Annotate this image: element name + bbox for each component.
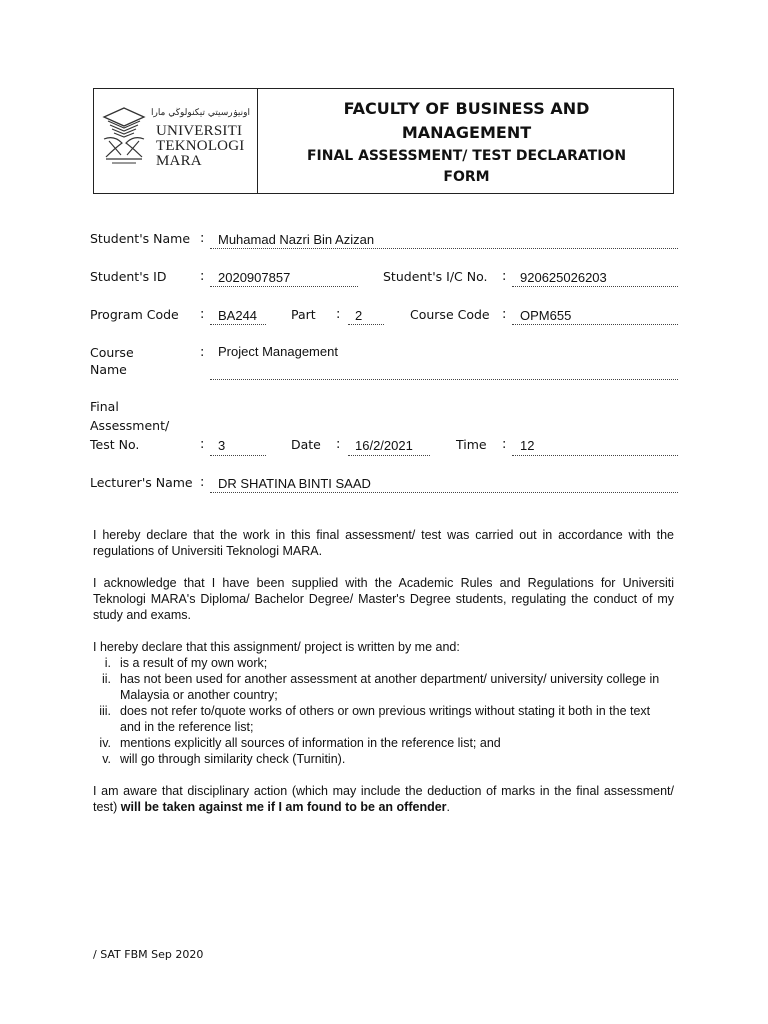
list-item: [93, 735, 674, 751]
colon: :: [502, 437, 507, 452]
university-logo: [100, 105, 252, 175]
colon: :: [502, 269, 507, 284]
list-item-number: iv.: [99, 736, 111, 750]
dotted-line: [512, 286, 678, 287]
logo-arabic-text: اونيۏرسيتي تيكنولوڬي مارا: [150, 108, 250, 118]
title-line-2: MANAGEMENT: [401, 123, 532, 142]
list-item-text: does not refer to/quote works of others or own previous writings without stating it both in the text and in the reference list;: [120, 704, 651, 734]
course-name-value[interactable]: Project Management: [218, 344, 338, 359]
assessment-no-value[interactable]: 3: [218, 438, 226, 453]
student-id-label: Student's ID: [90, 269, 167, 284]
dotted-line: [210, 248, 678, 249]
dotted-line: [210, 324, 266, 325]
declaration-paragraph-1: I hereby declare that the work in this final assessment/ test was carried out in accordance with the regulations of Universiti Teknologi MARA.: [93, 528, 674, 558]
dotted-line: [210, 379, 678, 380]
list-item-text: will go through similarity check (Turnitin).: [120, 752, 346, 766]
student-name-value[interactable]: Muhamad Nazri Bin Azizan: [218, 232, 375, 247]
assessment-label-line-1: Final: [90, 399, 119, 414]
assessment-label-line-2: Assessment/: [90, 418, 170, 433]
colon: :: [336, 307, 341, 322]
declaration-paragraph-3: I hereby declare that this assignment/ project is written by me and:: [93, 640, 460, 654]
dotted-line: [512, 455, 678, 456]
student-name-label: Student's Name: [90, 231, 191, 246]
colon: :: [336, 437, 341, 452]
list-item: [93, 751, 674, 767]
logo-line-teknologi: TEKNOLOGI: [156, 138, 245, 154]
lecturer-name-value[interactable]: DR SHATINA BINTI SAAD: [218, 476, 371, 491]
ic-no-value[interactable]: 920625026203: [520, 270, 607, 285]
list-item: [93, 703, 674, 735]
assessment-label-line-3: Test No.: [90, 437, 140, 452]
student-id-value[interactable]: 2020907857: [218, 270, 291, 285]
course-code-label: Course Code: [410, 307, 490, 322]
time-value[interactable]: 12: [520, 438, 535, 453]
subtitle-line-2: FORM: [443, 169, 490, 185]
colon: :: [502, 307, 507, 322]
colon: :: [200, 269, 205, 284]
list-item-number: v.: [102, 752, 111, 766]
colon: :: [200, 437, 205, 452]
program-code-value[interactable]: BA244: [218, 308, 258, 323]
date-value[interactable]: 16/2/2021: [355, 438, 413, 453]
list-item-number: i.: [104, 656, 111, 670]
declaration-p4-start: I am aware that disciplinary action (which may include the deduction of marks in the final assessment/ test): [93, 784, 674, 814]
dotted-line: [348, 455, 430, 456]
list-item: [93, 671, 674, 703]
list-item-number: ii.: [101, 672, 111, 686]
colon: :: [200, 307, 205, 322]
list-item-text: has not been used for another assessment at another department/ university/ university college in Malaysia or another country;: [120, 672, 660, 702]
part-value[interactable]: 2: [355, 308, 363, 323]
course-code-value[interactable]: OPM655: [520, 308, 572, 323]
dotted-line: [210, 286, 358, 287]
dotted-line: [210, 455, 266, 456]
dotted-line: [512, 324, 678, 325]
declaration-list: [93, 655, 674, 767]
ic-no-label: Student's I/C No.: [383, 269, 488, 284]
declaration-p4-bold: will be taken against me if I am found to be an offender: [120, 800, 447, 814]
date-label: Date: [291, 437, 321, 452]
subtitle-line-1: FINAL ASSESSMENT/ TEST DECLARATION: [306, 148, 627, 164]
logo-line-mara: MARA: [156, 153, 202, 169]
footer-text: / SAT FBM Sep 2020: [93, 948, 204, 961]
logo-line-universiti: UNIVERSITI: [156, 123, 243, 139]
declaration-p4-end: .: [446, 800, 451, 814]
declaration-paragraph-4: [93, 783, 674, 815]
lecturer-name-label: Lecturer's Name: [90, 475, 193, 490]
colon: :: [200, 231, 205, 246]
colon: :: [200, 345, 205, 360]
program-code-label: Program Code: [90, 307, 179, 322]
form-title: [264, 97, 669, 187]
dotted-line: [348, 324, 384, 325]
list-item-number: iii.: [99, 704, 111, 718]
time-label: Time: [456, 437, 487, 452]
header-divider: [257, 89, 258, 193]
course-name-label-line-2: Name: [90, 362, 127, 377]
declaration-paragraph-2: I acknowledge that I have been supplied with the Academic Rules and Regulations for Universiti Teknologi MARA's Diploma/ Bachelor Degree/ Master's Degree students, regulating the conduct of my study and exams.: [93, 576, 674, 622]
course-name-label-line-1: Course: [90, 345, 134, 360]
list-item-text: is a result of my own work;: [120, 656, 268, 670]
part-label: Part: [291, 307, 316, 322]
form-header: [93, 88, 674, 194]
uitm-crest-icon: [100, 105, 148, 165]
colon: :: [200, 475, 205, 490]
list-item-text: mentions explicitly all sources of information in the reference list; and: [120, 736, 501, 750]
dotted-line: [210, 492, 678, 493]
list-item: [93, 655, 674, 671]
title-line-1: FACULTY OF BUSINESS AND: [343, 99, 590, 118]
